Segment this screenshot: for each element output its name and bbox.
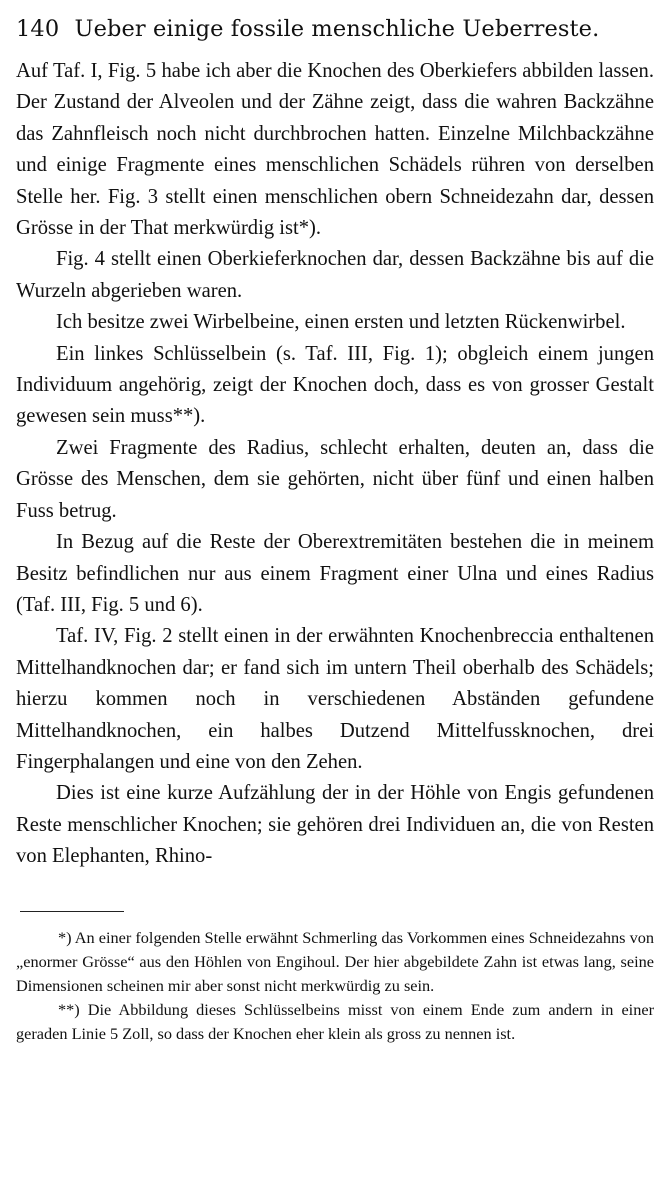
footnote: **) Die Abbildung dieses Schlüsselbeins misst von einem Ende zum andern in einer geraden Linie 5 Zoll, so dass der Knochen eher klein als gross zu nennen ist. — [16, 1000, 654, 1044]
paragraph: Taf. IV, Fig. 2 stellt einen in der erwähnten Knochenbreccia enthaltenen Mittelhandknochen dar; er fand sich im untern Theil oberhalb des Schädels; hierzu kommen noch in verschiedenen Abständen gefundene Mittelhandknochen, ein halbes Dutzend Mittelfussknochen, drei Fingerphalangen und eine von den Zehen. — [16, 625, 654, 773]
footnote: *) An einer folgenden Stelle erwähnt Schmerling das Vorkommen eines Schneidezahns von „enormer Grösse“ aus den Höhlen von Engihoul. Der hier abgebildete Zahn ist etwas lang, seine Dimensionen scheinen mir aber sonst nicht merkwürdig zu sein. — [16, 927, 654, 995]
paragraph: Fig. 4 stellt einen Oberkieferknochen dar, dessen Backzähne bis auf die Wurzeln abgerieben waren. — [16, 248, 654, 302]
paragraph: Zwei Fragmente des Radius, schlecht erhalten, deuten an, dass die Grösse des Menschen, dem sie gehörten, nicht über fünf und einen halben Fuss betrug. — [16, 436, 654, 522]
paragraph: In Bezug auf die Reste der Oberextremitäten bestehen die in meinem Besitz befindlichen nur aus einem Fragment einer Ulna und eines Radius (Taf. III, Fig. 5 und 6). — [16, 531, 654, 616]
paragraph: Ich besitze zwei Wirbelbeine, einen ersten und letzten Rückenwirbel. — [56, 311, 626, 334]
paragraph: Auf Taf. I, Fig. 5 habe ich aber die Knochen des Oberkiefers abbilden lassen. Der Zustand der Alveolen und der Zähne zeigt, dass die wahren Backzähne das Zahnfleisch noch nicht durchbrochen hatten. Einzelne Milchbackzähne und einige Fragmente eines menschlichen Schädels rühren von derselben Stelle her. Fig. 3 stellt einen menschlichen obern Schneidezahn dar, dessen Grösse in der That merkwürdig ist*). — [16, 60, 654, 240]
page-number: 140 — [16, 16, 60, 42]
running-title: Ueber einige fossile menschliche Ueberreste. — [74, 16, 600, 42]
running-header — [16, 14, 654, 44]
footnotes — [16, 926, 654, 1047]
book-page — [16, 14, 654, 1047]
paragraph: Ein linkes Schlüsselbein (s. Taf. III, Fig. 1); obgleich einem jungen Individuum angehörig, zeigt der Knochen doch, dass es von grosser Gestalt gewesen sein muss**). — [16, 342, 654, 428]
footnote-divider — [20, 911, 124, 912]
main-text — [16, 56, 654, 873]
paragraph: Dies ist eine kurze Aufzählung der in der Höhle von Engis gefundenen Reste menschlicher Knochen; sie gehören drei Individuen an, die von Resten von Elephanten, Rhino- — [16, 782, 654, 868]
